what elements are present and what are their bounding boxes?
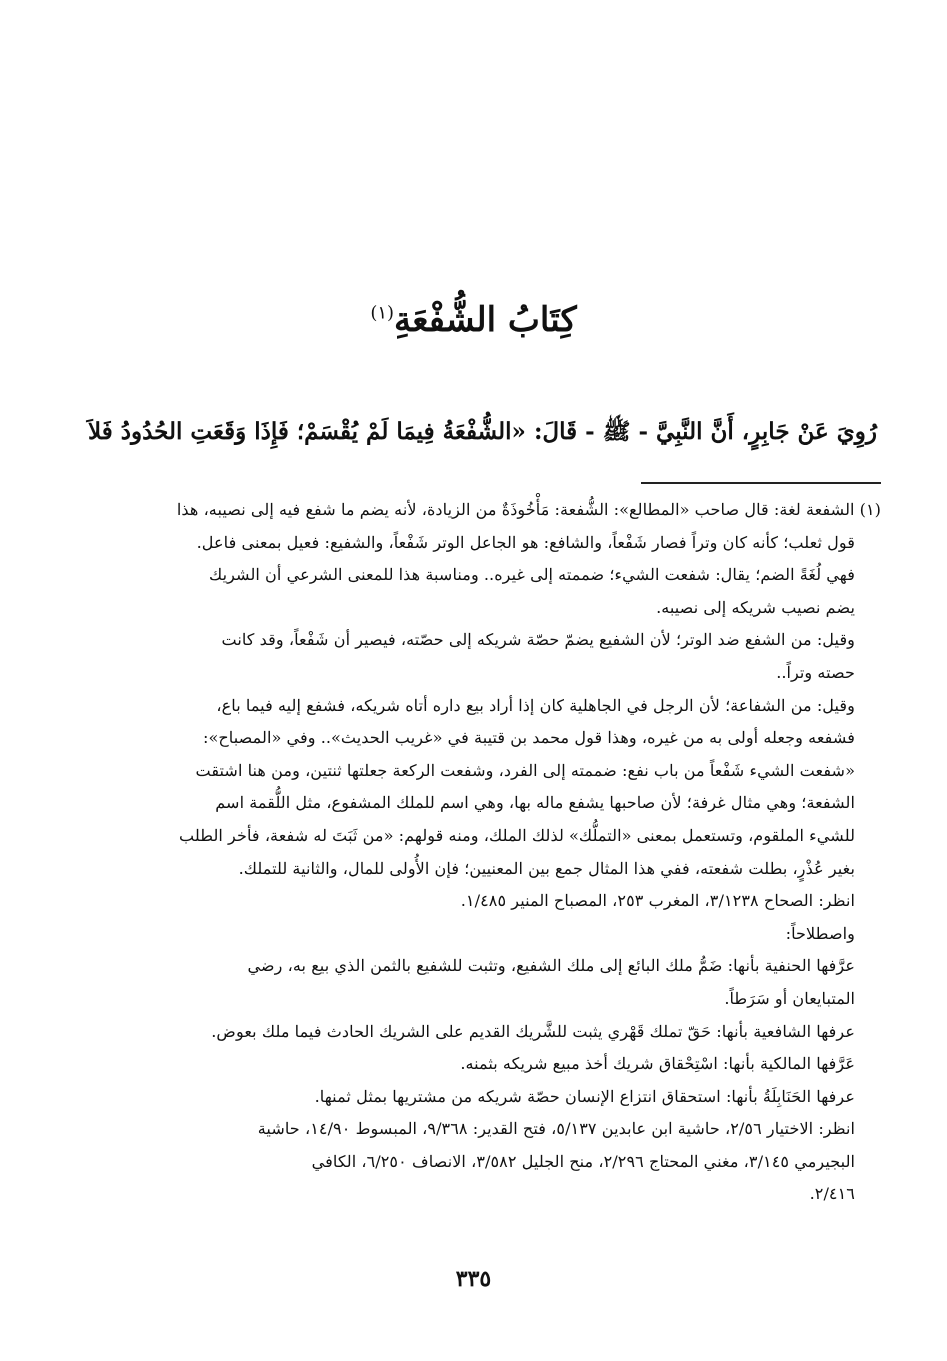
- footnote-line: انظر: الاختيار ٢/٥٦، حاشية ابن عابدين ٥/١٣٧، فتح القدير: ٩/٣٦٨، المبسوط ١٤/٩٠، حاشية: [257, 1119, 855, 1139]
- hadith-text: رُوِيَ عَنْ جَابِرٍ، أَنَّ النَّبِيَّ - ﷺ - قَالَ: «الشُّفْعَةُ فِيمَا لَمْ يُقْسَمْ؛ فَإِذَا وَقَعَتِ الحُدُودُ فَلاَ: [88, 418, 877, 445]
- footnote-line: وقيل: من الشفاعة؛ لأن الرجل في الجاهلية كان إذا أراد بيع داره أتاه شريكه، فشفع إليه فيما باع،: [216, 695, 855, 715]
- footnote-line: حصته وتراً..: [776, 662, 855, 682]
- chapter-title: [0, 300, 947, 340]
- footnote-line: قول ثعلب؛ كأنه كان وتراً فصار شَفْعاً، والشافع: هو الجاعل الوتر شَفْعاً، والشفيع: فعيل بمعنى فاعل.: [196, 532, 855, 552]
- footnote-line: المتبايعان أو سَرَطاً.: [724, 988, 855, 1008]
- footnote-line: الشفعة؛ وهي مثال غرفة؛ لأن صاحبها يشفع ماله بها، وهي اسم للملك المشفوع، مثل اللُّقمة اسم: [215, 793, 855, 813]
- footnote-line: يضم نصيب شريكه إلى نصيبه.: [656, 597, 855, 617]
- footnote-line: واصطلاحاً:: [785, 923, 855, 943]
- footnote-line: فشفعه وجعله أولى به من غيره، وهذا قول محمد بن قتيبة في «غريب الحديث».. وفي «المصباح»:: [203, 728, 855, 748]
- footnote-line: «شفعت الشيء شَفْعاً من باب نفع: ضممته إلى الفرد، وشفعت الركعة جعلتها ثنتين، ومن هنا اشتقت: [195, 760, 855, 780]
- page-number: ٣٣٥: [455, 1266, 492, 1292]
- chapter-title-text: كِتَابُ الشُّفْعَةِ: [394, 300, 577, 340]
- footnote-line: بغير عُذْرٍ، بطلت شفعته، ففي هذا المثال جمع بين المعنيين؛ فإن الأُولى للمال، والثانية للتملك.: [238, 858, 855, 878]
- footnote-marker: (١): [370, 302, 395, 324]
- footnote-line: للشيء الملقوم، وتستعمل بمعنى «التملُّك» لذلك الملك، ومنه قولهم: «من ثَبَتَ له شفعة، فأخر الطلب: [178, 825, 855, 845]
- footnote-line: عرفها الشافعية بأنها: حَقّ تملك قَهْري يثبت للشَّريك القديم على الشريك الحادث فيما ملك بعوض.: [211, 1021, 855, 1041]
- footnote-line: فهي لُغَةً الضم؛ يقال: شفعت الشيء؛ ضممته إلى غيره.. ومناسبة هذا للمعنى الشرعي أن الشريك: [208, 565, 855, 585]
- footnote-line: عَرَّفها المالكية بأنها: اسْتِحْقاق شريك أخذ مبيع شريكه بثمنه.: [460, 1054, 855, 1074]
- footnote-line: (١) الشفعة لغة: قال صاحب «المطالع»: الشُّفعة: مَأْخُوذَةٌ من الزيادة، لأنه يضم ما شفع فيه إلى نصيبه، هذا: [176, 500, 881, 519]
- footnote-line: انظر: الصحاح ٣/١٢٣٨، المغرب ٢٥٣، المصباح المنير ١/٤٨٥.: [460, 891, 855, 911]
- footnote-line: البجيرمي ٣/١٤٥، مغني المحتاج ٢/٢٩٦، منح الجليل ٣/٥٨٢، الانصاف ٦/٢٥٠، الكافي: [311, 1151, 855, 1171]
- footnote-line: عرَّفها الحنفية بأنها: ضَمُّ ملك البائع إلى ملك الشفيع، وتثبت للشفيع بالثمن الذي بيع به، رضي: [247, 956, 855, 976]
- footnote-line: وقيل: من الشفع ضد الوتر؛ لأن الشفيع يضمّ حصّة شريكه إلى حصّته، فيصير أن شَفْعاً، وقد كانت: [221, 630, 855, 650]
- footnote-line: ٢/٤١٦.: [809, 1184, 855, 1204]
- footnote-separator: [641, 482, 881, 484]
- footnote-line: عرفها الحَنَابِلَةُ بأنها: استحقاق انتزاع الإنسان حصّة شريكه من مشتريها بمثل ثمنها.: [314, 1086, 855, 1106]
- footnote-1: [65, 494, 881, 1211]
- footnotes: [65, 494, 881, 1211]
